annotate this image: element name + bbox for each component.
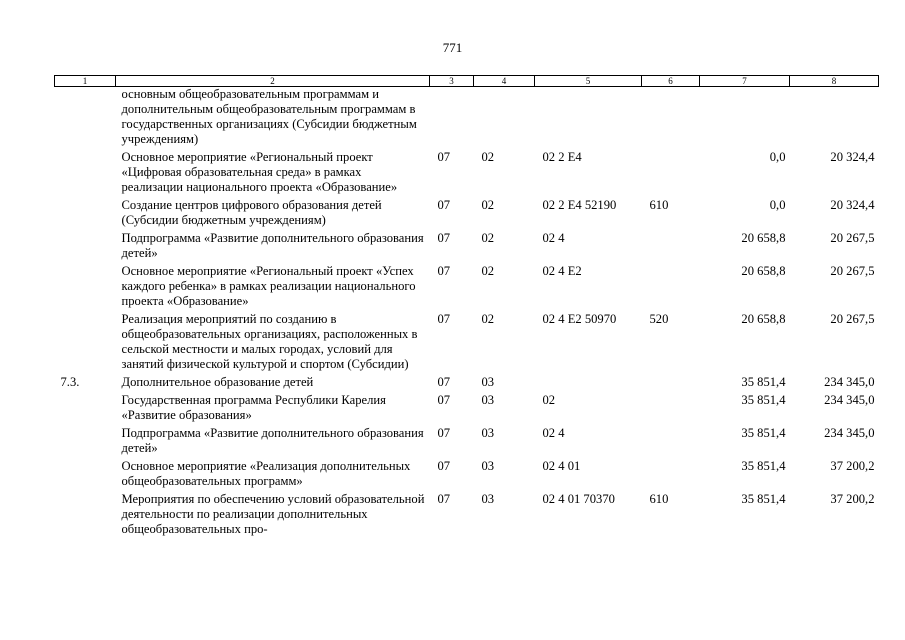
table-row [55,393,879,426]
table-row [55,150,879,198]
subsection-code: 02 [481,150,495,164]
row-number [55,231,116,264]
amount-year-1 [700,87,790,151]
subsection-code: 03 [481,492,495,506]
expense-type-code: 520 [649,312,669,326]
section-code: 07 [437,375,451,389]
row-number [55,312,116,375]
subsection-code: 03 [481,426,495,440]
subsection-code: 03 [481,393,495,407]
subsection-code: 02 [481,198,495,212]
table-row [55,312,879,375]
table-row [55,375,879,393]
row-name: Подпрограмма «Развитие дополнительного образования детей» [121,426,424,455]
target-article-code: 02 4 01 70370 [542,492,615,506]
subsection-code: 02 [481,231,495,245]
amount-year-2: 20 267,5 [830,312,875,326]
table-row [55,492,879,540]
row-name: Мероприятия по обеспечению условий образовательной деятельности по реализации дополнительных общеобразовательных про- [121,492,425,536]
expense-type-code [642,231,700,264]
expense-type-code: 610 [649,198,669,212]
amount-year-1: 20 658,8 [741,312,786,326]
amount-year-1: 20 658,8 [741,264,786,278]
table-row [55,87,879,151]
amount-year-1: 35 851,4 [741,426,786,440]
subsection-code: 02 [481,264,495,278]
amount-year-2: 234 345,0 [824,375,875,389]
subsection-code: 03 [481,375,495,389]
budget-table [54,75,879,540]
amount-year-1: 20 658,8 [741,231,786,245]
expense-type-code: 610 [649,492,669,506]
amount-year-1: 35 851,4 [741,492,786,506]
column-header: 3 [430,76,474,87]
target-article-code [535,87,642,151]
row-name: Основное мероприятие «Реализация дополнительных общеобразовательных программ» [121,459,411,488]
row-name: Основное мероприятие «Региональный проект «Успех каждого ребенка» в рамках реализации национального проекта «Образование» [121,264,416,308]
section-code: 07 [437,198,451,212]
amount-year-2: 234 345,0 [824,393,875,407]
target-article-code: 02 4 E2 [542,264,582,278]
amount-year-1: 35 851,4 [741,393,786,407]
row-number: 7.3. [60,375,80,389]
table-body [55,87,879,541]
amount-year-2 [790,87,879,151]
row-number [55,87,116,151]
table-row [55,426,879,459]
amount-year-2: 37 200,2 [830,492,875,506]
target-article-code: 02 4 [542,231,565,245]
target-article-code: 02 2 E4 [542,150,582,164]
table-row [55,459,879,492]
row-number [55,198,116,231]
amount-year-1: 35 851,4 [741,459,786,473]
section-code: 07 [437,426,451,440]
amount-year-2: 20 267,5 [830,231,875,245]
column-header: 2 [116,76,430,87]
amount-year-1: 0,0 [769,198,786,212]
expense-type-code [642,150,700,198]
target-article-code: 02 4 01 [542,459,581,473]
column-header: 4 [474,76,535,87]
target-article-code: 02 4 [542,426,565,440]
page-number: 771 [442,40,463,55]
target-article-code [535,375,642,393]
table-row [55,231,879,264]
section-code [430,87,474,151]
expense-type-code [642,264,700,312]
section-code: 07 [437,231,451,245]
amount-year-2: 20 324,4 [830,150,875,164]
amount-year-2: 20 324,4 [830,198,875,212]
expense-type-code [642,426,700,459]
row-number [55,459,116,492]
row-number [55,393,116,426]
column-header: 7 [700,76,790,87]
subsection-code: 02 [481,312,495,326]
row-name: Создание центров цифрового образования детей (Субсидии бюджетным учреждениям) [121,198,382,227]
row-number [55,264,116,312]
amount-year-2: 234 345,0 [824,426,875,440]
row-name: Дополнительное образование детей [121,375,314,389]
column-number-header-row [55,76,879,87]
subsection-code [474,87,535,151]
section-code: 07 [437,312,451,326]
row-number [55,150,116,198]
amount-year-1: 35 851,4 [741,375,786,389]
row-name: основным общеобразовательным программам и дополнительным общеобразовательным программам в государственных организациях (Субсидии бюджетным учреждениям) [121,87,417,146]
expense-type-code [642,375,700,393]
table-row [55,198,879,231]
amount-year-1: 0,0 [769,150,786,164]
table-row [55,264,879,312]
column-header: 5 [535,76,642,87]
target-article-code: 02 4 E2 50970 [542,312,617,326]
expense-type-code [642,459,700,492]
row-number [55,492,116,540]
row-name: Подпрограмма «Развитие дополнительного образования детей» [121,231,424,260]
section-code: 07 [437,264,451,278]
row-name: Государственная программа Республики Карелия «Развитие образования» [121,393,386,422]
subsection-code: 03 [481,459,495,473]
column-header: 6 [642,76,700,87]
section-code: 07 [437,459,451,473]
expense-type-code [642,87,700,151]
column-header: 8 [790,76,879,87]
section-code: 07 [437,150,451,164]
amount-year-2: 37 200,2 [830,459,875,473]
amount-year-2: 20 267,5 [830,264,875,278]
target-article-code: 02 2 E4 52190 [542,198,617,212]
row-name: Основное мероприятие «Региональный проект «Цифровая образовательная среда» в рамках реализации национального проекта «Образование» [121,150,398,194]
column-header: 1 [55,76,116,87]
row-number [55,426,116,459]
row-name: Реализация мероприятий по созданию в общеобразовательных организациях, расположенных в сельской местности и малых городах, условий для занятий физической культурой и спортом (Субсидии) [121,312,418,371]
section-code: 07 [437,492,451,506]
target-article-code: 02 [542,393,556,407]
section-code: 07 [437,393,451,407]
expense-type-code [642,393,700,426]
